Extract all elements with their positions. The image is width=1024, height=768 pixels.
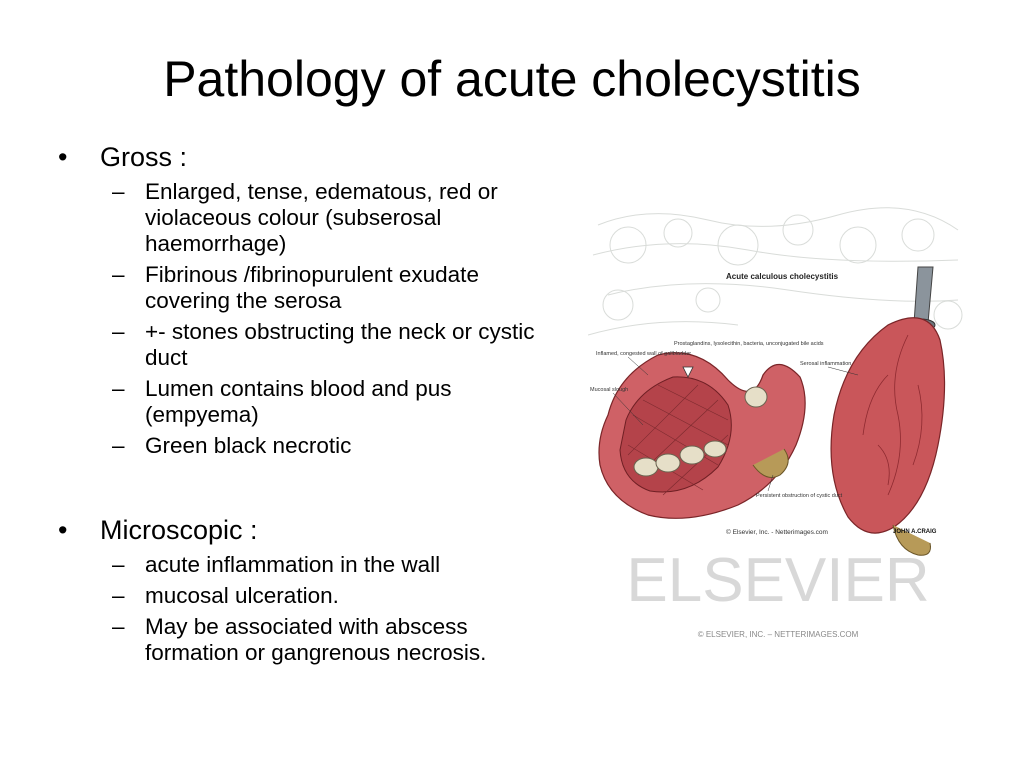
figure-title: Acute calculous cholecystitis	[726, 272, 839, 281]
bullet-gross	[56, 140, 556, 174]
gross-item: – +- stones obstructing the neck or cystic duct	[112, 319, 535, 370]
gallbladder-svg	[588, 205, 968, 645]
label-serosal: Serosal inflammation	[800, 361, 852, 367]
dash-icon: –	[112, 179, 125, 204]
dash-icon: –	[112, 433, 125, 458]
dash-icon: –	[112, 262, 125, 287]
dash-icon: –	[112, 614, 125, 639]
slide-title: Pathology of acute cholecystitis	[163, 51, 861, 107]
label-inflamed-wall: Inflamed, congested wall of gallbladder	[596, 351, 692, 357]
microscopic-item: – mucosal ulceration.	[112, 583, 339, 608]
microscopic-label: Microscopic :	[100, 515, 258, 545]
figure-copyright: © Elsevier, Inc. - Netterimages.com	[726, 529, 828, 536]
artist-signature: JOHN A.CRAIG	[893, 529, 937, 535]
label-mucosal: Mucosal slough	[590, 387, 629, 393]
elsevier-watermark: ELSEVIER	[626, 546, 930, 615]
gross-item: – Lumen contains blood and pus (empyema)	[112, 376, 452, 427]
gallbladder-illustration	[588, 205, 968, 645]
label-persistent: Persistent obstruction of cystic duct	[756, 493, 843, 499]
gross-item: – Green black necrotic	[112, 433, 352, 458]
dash-icon: –	[112, 376, 125, 401]
bullet-microscopic	[56, 513, 556, 547]
gross-item: – Enlarged, tense, edematous, red or violaceous colour (subserosal haemorrhage)	[112, 179, 498, 256]
dash-icon: –	[112, 319, 125, 344]
dash-icon: –	[112, 552, 125, 577]
bullet-dot-icon: •	[58, 142, 68, 172]
label-prostaglandins: Prostaglandins, lysolecithin, bacteria, unconjugated bile acids	[674, 341, 824, 347]
watermark-copyright: © ELSEVIER, INC. – NETTERIMAGES.COM	[697, 630, 859, 639]
whole-gallbladder	[831, 318, 944, 533]
microscopic-item: – acute inflammation in the wall	[112, 552, 441, 577]
bullet-content	[56, 140, 556, 666]
gross-label: Gross :	[100, 142, 188, 172]
gross-item: – Fibrinous /fibrinopurulent exudate covering the serosa	[112, 262, 479, 313]
microscopic-item: – May be associated with abscess formation or gangrenous necrosis.	[112, 614, 487, 665]
bullet-dot-icon: •	[58, 515, 68, 545]
dash-icon: –	[112, 583, 125, 608]
